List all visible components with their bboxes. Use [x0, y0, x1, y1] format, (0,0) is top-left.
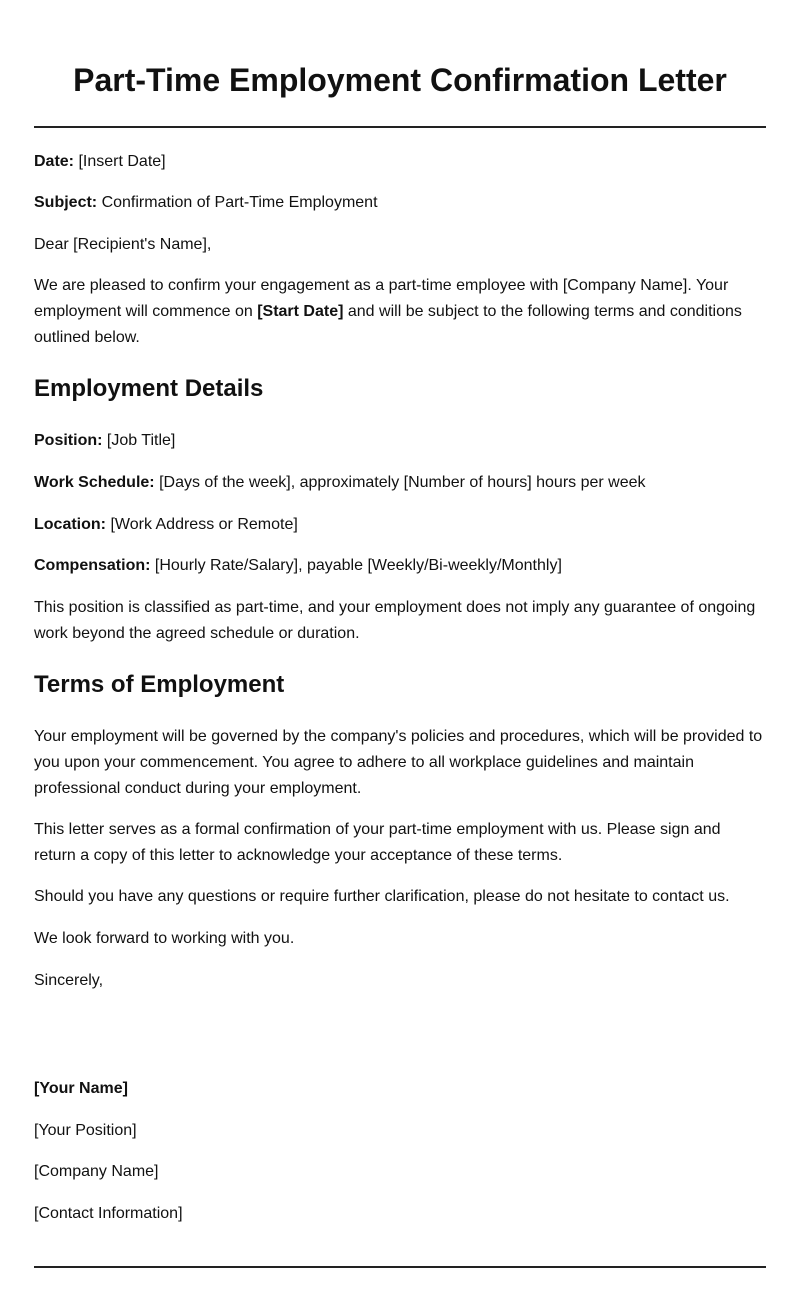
closing: Sincerely, — [34, 972, 104, 989]
terms-paragraph-3: Should you have any questions or require further clarification, please do not hesitate to contact us. — [34, 888, 730, 905]
signature-company: [Company Name] — [34, 1163, 159, 1180]
page-title: Part-Time Employment Confirmation Letter — [73, 62, 727, 98]
greeting: Dear [Recipient's Name], — [34, 236, 212, 253]
date-value: [Insert Date] — [78, 153, 166, 170]
signature-contact: [Contact Information] — [34, 1205, 183, 1222]
position-label: Position: — [34, 432, 103, 449]
subject-value: Confirmation of Part-Time Employment — [101, 194, 378, 211]
date-label: Date: — [34, 153, 75, 170]
intro-paragraph — [34, 273, 766, 351]
subject-line — [34, 190, 766, 216]
top-divider — [34, 126, 766, 128]
bottom-divider — [34, 1266, 766, 1268]
signature-name-text: [Your Name] — [34, 1080, 128, 1097]
subject-label: Subject: — [34, 194, 98, 211]
terms-paragraph-4: We look forward to working with you. — [34, 930, 295, 947]
terms-heading: Terms of Employment — [34, 671, 285, 698]
compensation-label: Compensation: — [34, 557, 151, 574]
location-label: Location: — [34, 516, 106, 533]
intro-text-end: and will be subject to the following terms and conditions outlined below. — [34, 303, 742, 346]
compensation-line — [34, 553, 766, 579]
work-schedule-line — [34, 470, 766, 496]
start-date-placeholder: [Start Date] — [257, 303, 344, 320]
location-line — [34, 512, 766, 538]
terms-paragraph-2: This letter serves as a formal confirmation of your part-time employment with us. Please sign and return a copy of this letter to acknowledge your acceptance of these terms. — [34, 821, 721, 864]
signature-name — [34, 1076, 766, 1102]
signature-position: [Your Position] — [34, 1122, 137, 1139]
part-time-note: This position is classified as part-time, and your employment does not imply any guarantee of ongoing work beyond the agreed schedule or duration. — [34, 599, 756, 642]
work-schedule-value: [Days of the week], approximately [Number of hours] hours per week — [159, 474, 646, 491]
location-value: [Work Address or Remote] — [110, 516, 298, 533]
position-line — [34, 428, 766, 454]
compensation-value: [Hourly Rate/Salary], payable [Weekly/Bi-weekly/Monthly] — [154, 557, 562, 574]
work-schedule-label: Work Schedule: — [34, 474, 155, 491]
terms-paragraph-1: Your employment will be governed by the company's policies and procedures, which will be provided to you upon your commencement. You agree to adhere to all workplace guidelines and maintain professional conduct during your employment. — [34, 728, 763, 797]
position-value: [Job Title] — [106, 432, 176, 449]
intro-text-start: We are pleased to confirm your engagement as a part-time employee with [Company Name]. Your employment will commence on — [34, 277, 729, 320]
date-line — [34, 149, 766, 175]
employment-details-heading: Employment Details — [34, 375, 264, 402]
